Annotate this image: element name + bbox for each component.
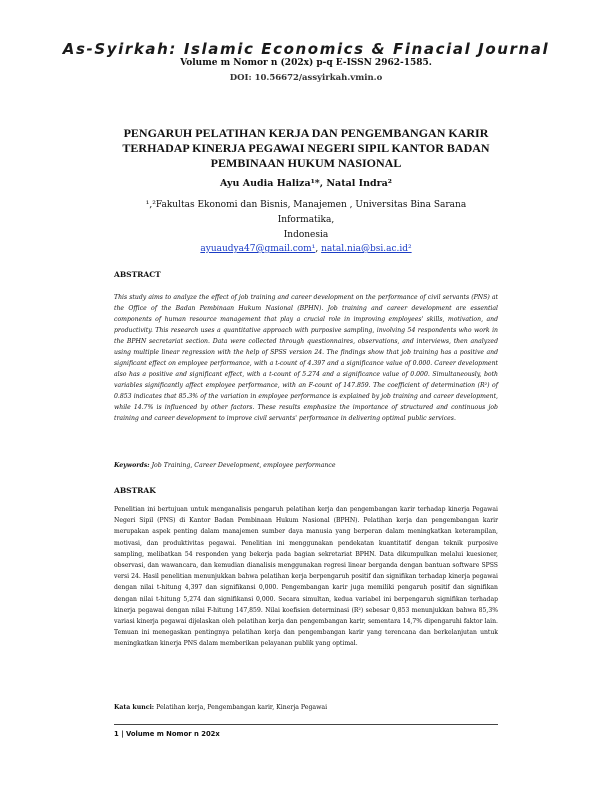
abstract-heading: ABSTRACT (114, 270, 161, 279)
volume-line: Volume m Nomor n (202x) p-q E-ISSN 2962-1585. (180, 58, 432, 68)
author-emails (0, 244, 612, 254)
paper-title-line: TERHADAP KINERJA PEGAWAI NEGERI SIPIL KANTOR BADAN (122, 141, 490, 155)
footer-divider (114, 724, 498, 725)
affiliation-line: Indonesia (283, 230, 329, 240)
journal-title: As-Syirkah: Islamic Economics & Finacial Journal (62, 40, 550, 58)
paper-title (110, 126, 502, 171)
doi-line: DOI: 10.56672/assyirkah.vmin.o (229, 73, 383, 83)
kata-kunci-text: Pelatihan kerja, Pengembangan karir, Kinerja Pegawai (156, 704, 328, 711)
affiliation-line: ¹,²Fakultas Ekonomi dan Bisnis, Manajemen , Universitas Bina Sarana Informatika, (145, 200, 467, 225)
paper-title-line: PENGARUH PELATIHAN KERJA DAN PENGEMBANGAN KARIR (123, 126, 489, 140)
keywords-en (114, 462, 498, 469)
affiliation (130, 198, 482, 243)
abstrak-heading: ABSTRAK (114, 486, 156, 495)
paper-title-line: PEMBINAAN HUKUM NASIONAL (210, 156, 402, 170)
kata-kunci-label: Kata kunci: (114, 704, 155, 711)
keywords-text: Job Training, Career Development, employee performance (151, 462, 336, 469)
email-separator: , (315, 244, 322, 254)
keywords-id (114, 704, 498, 711)
abstrak-body: Penelitian ini bertujuan untuk menganalisis pengaruh pelatihan kerja dan pengembangan karir terhadap kinerja Pegawai Negeri Sipil (PNS) di Kantor Badan Pembinaan Hukum Nasional (BPHN). Pelatihan kerja dan pengembangan karir merupakan aspek penting dalam manajemen sumber daya manusia yang berperan dalam meningkatkan keterampilan, motivasi, dan produktivitas pegawai. Penelitian ini menggunakan pendekatan kuantitatif dengan teknik purposive sampling, melibatkan 54 responden yang bekerja pada bagian sekretariat BPHN. Data dikumpulkan melalui kuesioner, observasi, dan wawancara, dan kemudian dianalisis menggunakan regresi linear berganda dengan bantuan software SPSS versi 24. Hasil penelitian menunjukkan bahwa pelatihan kerja berpengaruh positif dan signifikan terhadap kinerja pegawai dengan nilai t-hitung 4,397 dan signifikansi 0,000. Pengembangan karir juga memiliki pengaruh positif dan signifikan dengan nilai t-hitung 5,274 dan signifikansi 0,000. Secara simultan, kedua variabel ini berpengaruh signifikan terhadap kinerja pegawai dengan nilai F-hitung 147,859. Nilai koefisien determinasi (R²) sebesar 0,853 menunjukkan bahwa 85,3% variasi kinerja pegawai dijelaskan oleh pelatihan kerja dan pengembangan karir, sementara 14,7% dipengaruhi faktor lain. Temuan ini menegaskan pentingnya pelatihan kerja dan pengembangan karir yang terencana dan berkelanjutan untuk meningkatkan kinerja PNS dalam memberikan pelayanan publik yang optimal. (114, 506, 498, 648)
email-link-2[interactable]: natal.nia@bsi.ac.id² (321, 244, 412, 254)
email-link-1[interactable]: ayuaudya47@gmail.com¹ (200, 244, 316, 254)
page-footer: 1 | Volume m Nomor n 202x (114, 730, 220, 738)
abstract-body: This study aims to analyze the effect of job training and career development on the performance of civil servants (PNS) at the Office of the Badan Pembinaan Hukum Nasional (BPHN). Job training and career development are essential components of human resource management that play a crucial role in improving employees' skills, motivation, and productivity. This research uses a quantitative approach with purposive sampling, involving 54 respondents who work in the BPHN secretariat section. Data were collected through questionnaires, observations, and interviews, then analyzed using multiple linear regression with the help of SPSS version 24. The findings show that job training has a positive and significant effect on employee performance, with a t-count of 4.397 and a significance value of 0.000. Career development also has a positive and significant effect, with a t-count of 5.274 and a significance value of 0.000. Simultaneously, both variables significantly affect employee performance, with an F-count of 147.859. The coefficient of determination (R²) of 0.853 indicates that 85.3% of the variation in employee performance is explained by job training and career development, while 14.7% is influenced by other factors. These results emphasize the importance of structured and continuous job training and career development to improve civil servants' performance in delivering optimal public services. (114, 294, 498, 422)
authors: Ayu Audia Haliza¹*, Natal Indra² (220, 178, 392, 189)
keywords-label: Keywords: (114, 462, 150, 469)
